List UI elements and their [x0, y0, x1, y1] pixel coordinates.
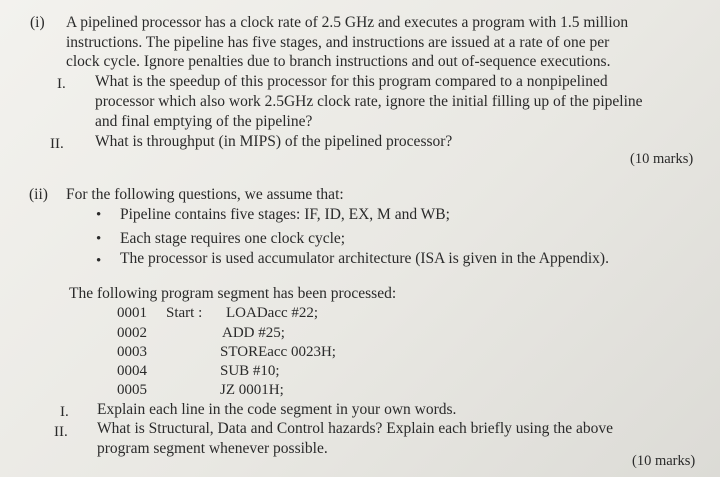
- program-segment-intro: The following program segment has been processed:: [69, 285, 397, 302]
- code-address: 0001: [117, 305, 147, 321]
- question-1-sub-1-number: I.: [57, 76, 66, 92]
- code-address: 0004: [117, 363, 147, 379]
- code-instruction: SUB #10;: [220, 363, 280, 379]
- assumption-3: The processor is used accumulator architecture (ISA is given in the Appendix).: [120, 250, 609, 267]
- question-2-marks: (10 marks): [632, 453, 696, 469]
- question-2-sub-2-number: II.: [54, 424, 68, 440]
- code-address: 0002: [117, 325, 147, 341]
- assumption-2: Each stage requires one clock cycle;: [120, 230, 346, 247]
- question-2-sub-1-line-1: Explain each line in the code segment in your own words.: [97, 401, 457, 418]
- question-1-sub-1-line-1: What is the speedup of this processor for this program compared to a nonpipelined: [95, 73, 608, 90]
- code-instruction: ADD #25;: [222, 325, 285, 341]
- question-1-marks: (10 marks): [630, 151, 694, 167]
- code-instruction: STOREacc 0023H;: [220, 344, 336, 360]
- question-1-stem-line-2: instructions. The pipeline has five stages, and instructions are issued at a rate of one per: [66, 34, 610, 51]
- bullet-dot: •: [96, 253, 102, 269]
- code-address: 0005: [117, 382, 147, 398]
- bullet-dot: •: [96, 207, 102, 223]
- question-2-sub-2-line-1: What is Structural, Data and Control hazards? Explain each briefly using the above: [97, 420, 614, 437]
- code-instruction: JZ 0001H;: [220, 382, 284, 398]
- bullet-dot: •: [96, 231, 102, 247]
- question-1-sub-1-line-2: processor which also work 2.5GHz clock rate, ignore the initial filling up of the pipeline: [95, 93, 643, 110]
- question-1-stem-line-1: A pipelined processor has a clock rate of 2.5 GHz and executes a program with 1.5 million: [66, 14, 629, 31]
- question-1-label: (i): [30, 14, 45, 31]
- assumption-1: Pipeline contains five stages: IF, ID, EX, M and WB;: [120, 206, 450, 223]
- code-instruction: LOADacc #22;: [226, 305, 319, 321]
- question-1-sub-2-number: II.: [50, 136, 64, 152]
- question-2-sub-1-number: I.: [60, 404, 69, 420]
- question-1-stem-line-3: clock cycle. Ignore penalties due to branch instructions and out of-sequence executions.: [66, 53, 611, 70]
- code-address: 0003: [117, 344, 147, 360]
- question-1-sub-1-line-3: and final emptying of the pipeline?: [95, 113, 313, 130]
- question-2-label: (ii): [29, 186, 48, 203]
- code-label: Start :: [166, 305, 203, 321]
- question-2-sub-2-line-2: program segment whenever possible.: [97, 440, 328, 457]
- question-2-intro: For the following questions, we assume that:: [66, 186, 344, 203]
- question-1-sub-2-line-1: What is throughput (in MIPS) of the pipelined processor?: [95, 133, 453, 150]
